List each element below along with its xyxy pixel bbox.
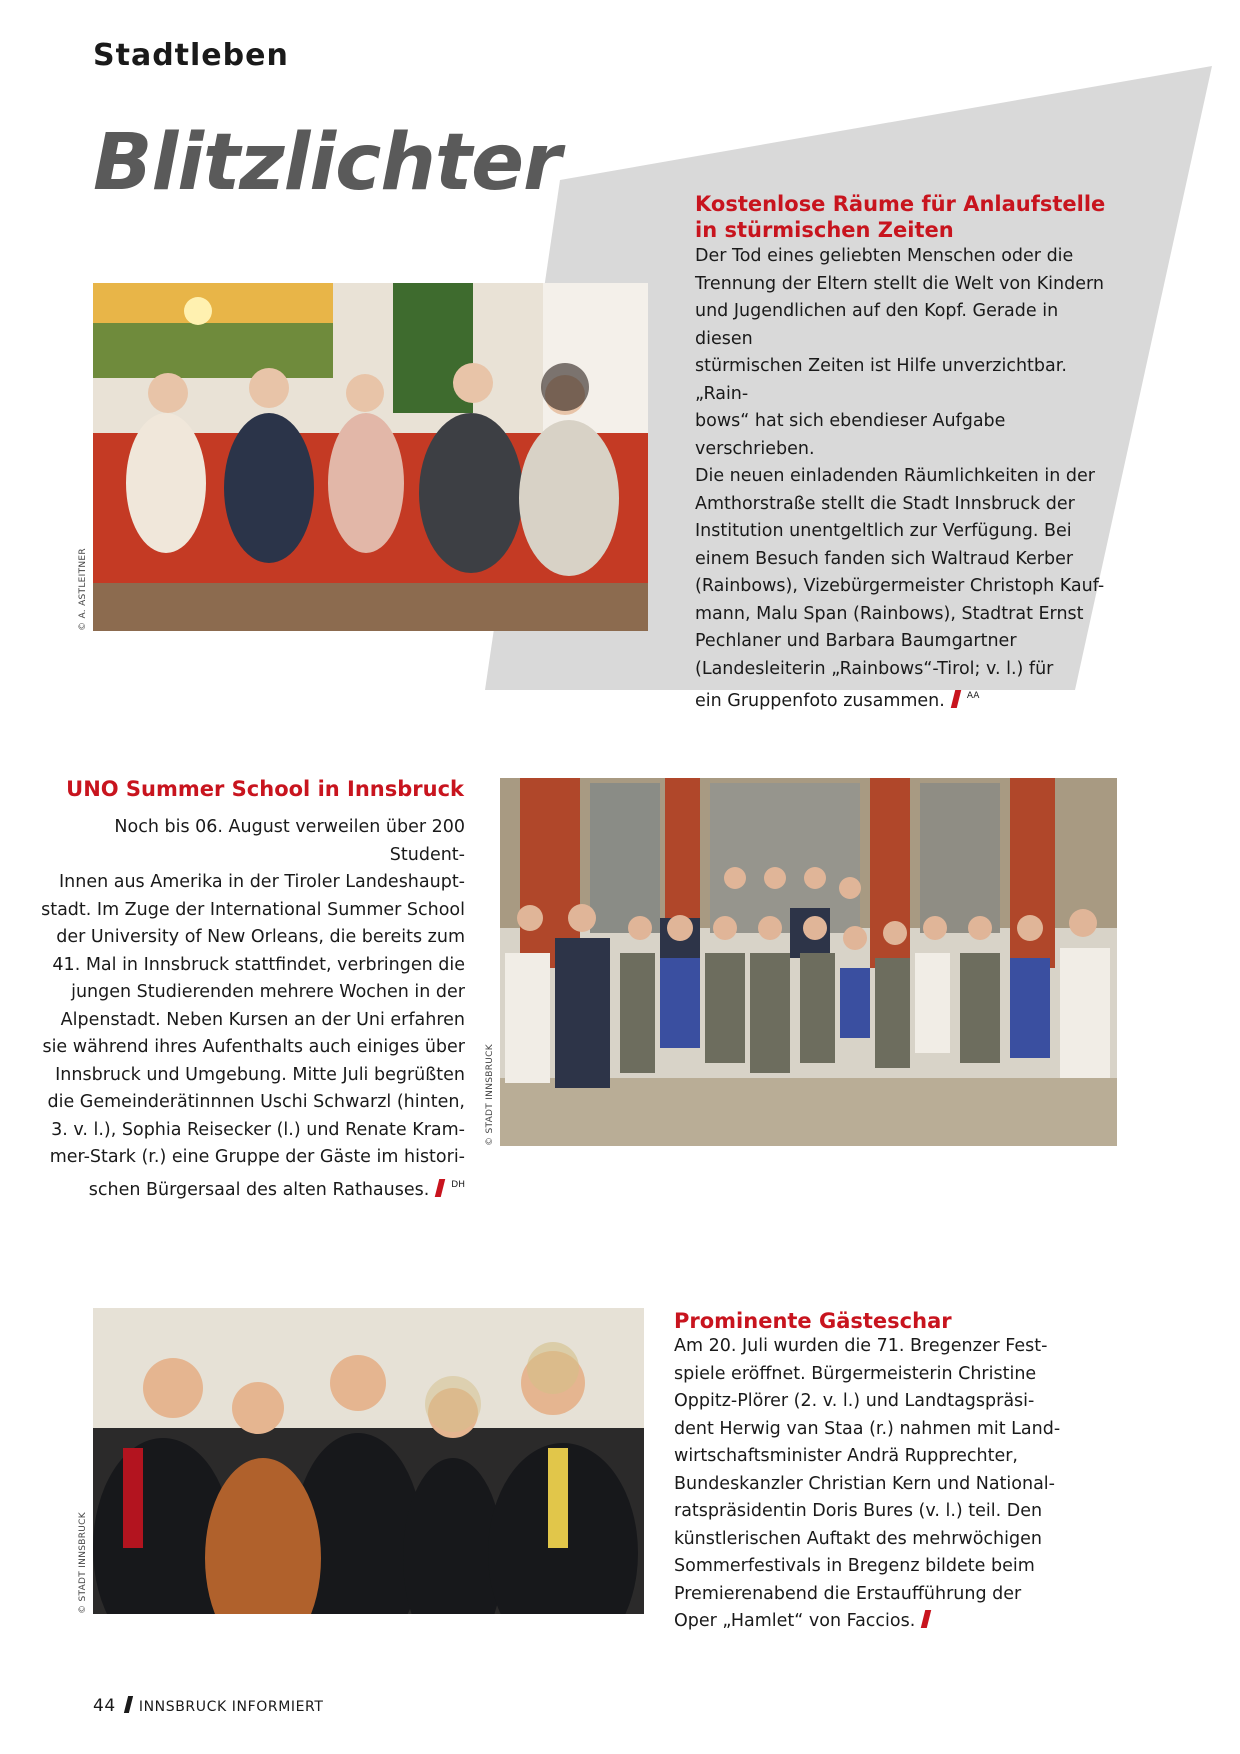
photo-credit: © STADT INNSBRUCK xyxy=(78,1512,88,1614)
end-slash-icon xyxy=(921,1610,931,1628)
page-number: 44 xyxy=(93,1696,116,1716)
article1-body: Der Tod eines geliebten Menschen oder die Trennung der Eltern stellt die Welt von Kindern und Jugendlichen auf den Kopf. Gerade in diesen stürmischen Zeiten ist Hilfe unverzichtbar. „Rain- bows“ hat sich ebendieser Aufgabe verschrieben. Die neuen einladenden Räumlichkeiten in der Amthorstraße stellt die Stadt Innsbruck der Institution unentgeltlich zur Verfügung. Bei einem Besuch fanden sich Waltraud Kerber (Rainbows), Vizebürgermeister Christoph Kauf- mann, Malu Span (Rainbows), Stadtrat Ernst Pechlaner und Barbara Baumgartner (Landesleiterin „Rainbows“-Tirol; v. l.) für ein Gruppenfoto zusammen. $^{AA}$ xyxy=(695,246,1105,711)
publication-name: INNSBRUCK INFORMIERT xyxy=(138,1699,324,1715)
rainbows-group-photo xyxy=(93,283,648,631)
article2-headline: UNO Summer School in Innsbruck xyxy=(66,777,464,801)
summer-school-group-photo xyxy=(500,778,1117,1146)
section-label: Stadtleben xyxy=(93,38,289,73)
article3-headline: Prominente Gästeschar xyxy=(674,1309,952,1333)
photo-credit: © A. ASTLEITNER xyxy=(78,548,88,631)
bregenz-festival-photo xyxy=(93,1308,644,1614)
photo-credit: © STADT INNSBRUCK xyxy=(485,1044,495,1146)
end-slash-icon xyxy=(435,1179,445,1197)
author-initials: DH xyxy=(451,1179,465,1190)
author-initials: AA xyxy=(966,691,980,701)
page-footer xyxy=(93,1696,324,1716)
end-slash-icon xyxy=(951,690,961,708)
article3-body: Am 20. Juli wurden die 71. Bregenzer Fest- spiele eröffnet. Bürgermeisterin Christine Oppitz-Plörer (2. v. l.) und Landtagspräsi- dent Herwig van Staa (r.) nahmen mit Land- wirtschaftsminister Andrä Rupprechter, Bundeskanzler Christian Kern und National- ratspräsidentin Doris Bures (v. l.) teil. Den künstlerischen Auftakt des mehrwöchigen Sommerfestivals in Bregenz bildete beim Premierenabend die Erstaufführung der Oper „Hamlet“ von Faccios. xyxy=(674,1336,1061,1631)
footer-slash-icon xyxy=(124,1696,133,1713)
page-title: Blitzlichter xyxy=(93,118,561,208)
article2-body: Noch bis 06. August verweilen über 200 Student- Innen aus Amerika in der Tiroler Landeshaupt- stadt. Im Zuge der International Summer School der University of New Orleans, die bereits zum 41. Mal in Innsbruck stattfindet, verbringen die jungen Studierenden mehrere Wochen in der Alpenstadt. Neben Kursen an der Uni erfahren sie während ihres Aufenthalts auch einiges über Innsbruck und Umgebung. Mitte Juli begrüßten die Gemeinderätinnnen Uschi Schwarzl (hinten, 3. v. l.), Sophia Reisecker (l.) und Renate Kram- mer-Stark (r.) eine Gruppe der Gäste im histori- schen Bürgersaal des alten Rathauses. $^{DH}$ xyxy=(41,817,465,1200)
article1-headline: Kostenlose Räume für Anlaufstelle in stürmischen Zeiten xyxy=(695,192,1106,242)
